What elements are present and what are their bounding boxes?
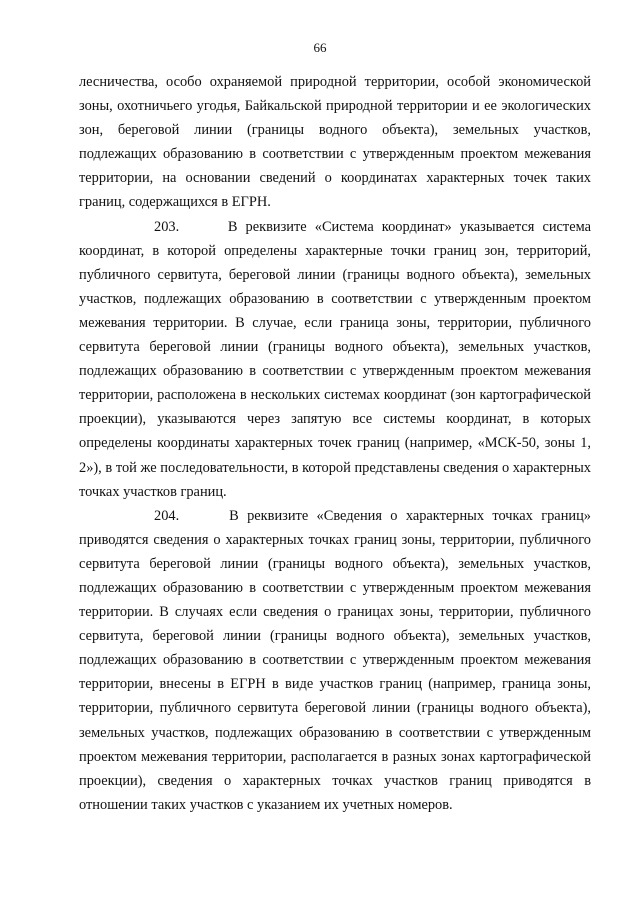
- paragraph-number: 203.: [154, 218, 180, 235]
- page-number: 66: [313, 40, 327, 55]
- paragraph-text: лесничества, особо охраняемой природной территории, особой экономической зоны, охотничьего угодья, Байкальской природной территории и ее экологических зон, береговой линии (границы водного объекта), земельных участков, подлежащих образованию в соответствии с утвержденным проектом межевания территории, на основании сведений о координатах характерных точек таких границ, содержащихся в ЕГРН.: [79, 74, 591, 211]
- paragraph-number: 204.: [154, 507, 180, 524]
- paragraph-203: [79, 215, 591, 504]
- paragraph-continuation: [79, 70, 591, 215]
- document-body: [79, 70, 591, 817]
- paragraph-text: В реквизите «Сведения о характерных точках границ» приводятся сведения о характерных точках границ зоны, территории, публичного сервитута береговой линии (границы водного объекта), земельных участков, подлежащих образованию в соответствии с утвержденным проектом межевания территории. В случаях если сведения о границах зоны, территории, публичного сервитута, береговой линии (границы водного объекта), земельных участков, подлежащих образованию в соответствии с утвержденным проектом межевания территории, внесены в ЕГРН в виде участков границ (например, граница зоны, территории, публичного сервитута береговой линии (границы водного объекта), земельных участков, подлежащих образованию в соответствии с утвержденным проектом межевания территории, располагается в разных зонах картографической проекции), сведения о характерных точках участков границ приводятся в отношении таких участков с указанием их учетных номеров.: [79, 507, 591, 813]
- paragraph-204: [79, 504, 591, 817]
- paragraph-text: В реквизите «Система координат» указывается система координат, в которой определены характерные точки границ зон, территорий, публичного сервитута, береговой линии (границы водного объекта), земельных участков, подлежащих образованию в соответствии с утвержденным проектом межевания территории. В случае, если граница зоны, территории, публичного сервитута береговой линии (границы водного объекта), земельных участков, подлежащих образованию в соответствии с утвержденным проектом межевания территории, расположена в нескольких системах координат (зон картографической проекции), указываются через запятую все системы координат, в которых определены координаты характерных точек границ (например, «МСК-50, зоны 1, 2»), в той же последовательности, в которой представлены сведения о характерных точках участков границ.: [79, 218, 591, 500]
